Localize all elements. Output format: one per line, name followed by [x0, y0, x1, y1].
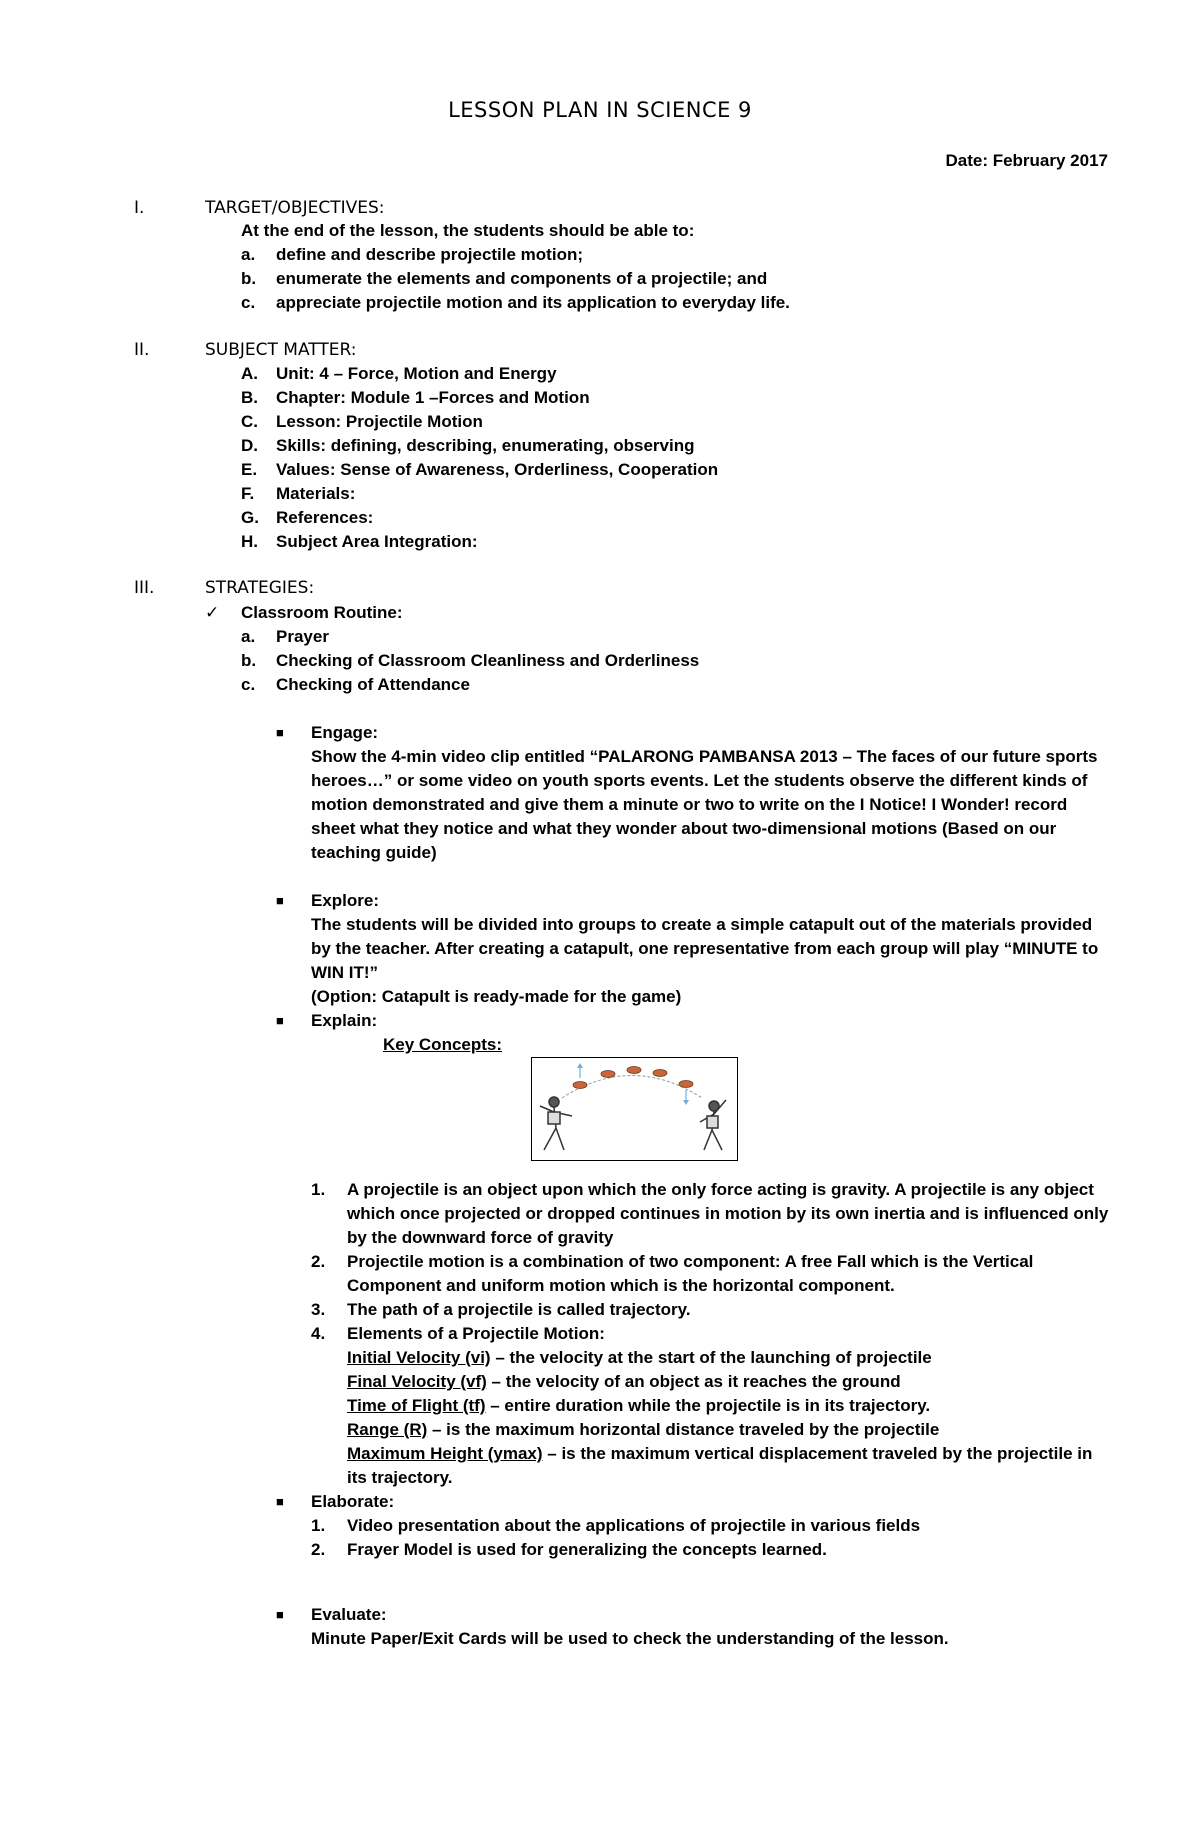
list-marker: D.: [241, 436, 258, 455]
engage-text: sheet what they notice and what they wonder about two-dimensional motions (Based on our: [311, 819, 1057, 838]
list-item: appreciate projectile motion and its application to everyday life.: [276, 293, 790, 312]
element-term: Maximum Height (ymax): [347, 1444, 543, 1463]
key-concepts-label: Key Concepts:: [383, 1035, 503, 1054]
concept-text: Projectile motion is a combination of two component: A free Fall which is the Vertical: [347, 1252, 1034, 1271]
list-marker: b.: [241, 651, 257, 670]
list-marker: F.: [241, 484, 255, 503]
element-desc: – the velocity at the start of the launching of projectile: [490, 1348, 932, 1367]
list-marker: 2.: [311, 1252, 326, 1271]
engage-label: Engage:: [311, 723, 379, 742]
element-desc: – entire duration while the projectile is in its trajectory.: [485, 1396, 931, 1415]
football-icon: [573, 1082, 587, 1089]
list-item: Checking of Classroom Cleanliness and Orderliness: [276, 651, 700, 670]
engage-text: motion demonstrated and give them a minute or two to write on the I Notice! I Wonder! record: [311, 795, 1068, 814]
square-bullet-icon: ■: [276, 893, 284, 908]
list-marker: c.: [241, 293, 256, 312]
section-numeral: III.: [134, 578, 155, 598]
square-bullet-icon: ■: [276, 1494, 284, 1509]
list-marker: H.: [241, 532, 258, 551]
section-numeral: II.: [134, 340, 150, 360]
concept-text: A projectile is an object upon which the only force acting is gravity. A projectile is any object: [347, 1180, 1094, 1199]
list-marker: a.: [241, 245, 256, 264]
evaluate-text: Minute Paper/Exit Cards will be used to check the understanding of the lesson.: [311, 1629, 949, 1648]
list-item: Frayer Model is used for generalizing the concepts learned.: [347, 1540, 827, 1559]
engage-text: teaching guide): [311, 843, 437, 862]
element-definition: [347, 1346, 932, 1370]
velocity-arrow-icon: [683, 1100, 689, 1105]
page-title: LESSON PLAN IN SCIENCE 9: [448, 98, 752, 122]
football-icon: [653, 1070, 667, 1077]
velocity-arrow-icon: [577, 1063, 583, 1068]
element-term: Final Velocity (vf): [347, 1372, 487, 1391]
list-marker: E.: [241, 460, 258, 479]
section-heading: TARGET/OBJECTIVES:: [205, 198, 385, 218]
element-term: Time of Flight (tf): [347, 1396, 486, 1415]
list-item: Lesson: Projectile Motion: [276, 412, 483, 431]
concept-text: Elements of a Projectile Motion:: [347, 1324, 605, 1343]
concept-text: which once projected or dropped continues in motion by its own inertia and is influenced only: [347, 1204, 1109, 1223]
football-icon: [627, 1067, 641, 1074]
explore-text: The students will be divided into groups to create a simple catapult out of the materials provided: [311, 915, 1093, 934]
element-desc: – is the maximum horizontal distance traveled by the projectile: [427, 1420, 940, 1439]
list-item: References:: [276, 508, 374, 527]
element-definition: [347, 1370, 901, 1394]
list-marker: 2.: [311, 1540, 326, 1559]
explore-text: WIN IT!”: [311, 963, 379, 982]
list-item: Prayer: [276, 627, 329, 646]
concept-text: The path of a projectile is called trajectory.: [347, 1300, 691, 1319]
checkmark-icon: ✓: [205, 603, 220, 622]
section-numeral: I.: [134, 198, 145, 218]
list-item: define and describe projectile motion;: [276, 245, 583, 264]
element-term: Initial Velocity (vi): [347, 1348, 491, 1367]
list-marker: 4.: [311, 1324, 326, 1343]
list-item: Subject Area Integration:: [276, 532, 478, 551]
engage-text: heroes…” or some video on youth sports events. Let the students observe the different kinds of: [311, 771, 1088, 790]
list-marker: 1.: [311, 1516, 326, 1535]
square-bullet-icon: ■: [276, 1013, 284, 1028]
list-marker: A.: [241, 364, 258, 383]
element-definition: [347, 1394, 930, 1418]
list-marker: c.: [241, 675, 256, 694]
date-label: Date: February 2017: [945, 151, 1108, 170]
objectives-intro: At the end of the lesson, the students should be able to:: [241, 221, 695, 240]
list-item: Video presentation about the applications of projectile in various fields: [347, 1516, 921, 1535]
list-item: Skills: defining, describing, enumerating, observing: [276, 436, 695, 455]
element-desc: – is the maximum vertical displacement traveled by the projectile in: [542, 1444, 1093, 1463]
explore-text: (Option: Catapult is ready-made for the game): [311, 987, 682, 1006]
football-icon: [601, 1071, 615, 1078]
section-heading: STRATEGIES:: [205, 578, 315, 598]
projectile-motion-figure: [531, 1057, 738, 1161]
square-bullet-icon: ■: [276, 725, 284, 740]
explore-label: Explore:: [311, 891, 380, 910]
list-marker: C.: [241, 412, 258, 431]
list-marker: a.: [241, 627, 256, 646]
explain-label: Explain:: [311, 1011, 378, 1030]
element-desc: – the velocity of an object as it reaches the ground: [486, 1372, 901, 1391]
football-icon: [679, 1081, 693, 1088]
list-item: Checking of Attendance: [276, 675, 470, 694]
list-marker: G.: [241, 508, 259, 527]
catcher-figure-icon: [700, 1100, 726, 1150]
list-item: Values: Sense of Awareness, Orderliness, Cooperation: [276, 460, 719, 479]
list-marker: 3.: [311, 1300, 326, 1319]
list-item: Unit: 4 – Force, Motion and Energy: [276, 364, 557, 383]
element-definition-tail: its trajectory.: [347, 1468, 453, 1487]
section-heading: SUBJECT MATTER:: [205, 340, 357, 360]
list-marker: B.: [241, 388, 258, 407]
concept-text: Component and uniform motion which is the horizontal component.: [347, 1276, 895, 1295]
projectile-illustration: [532, 1058, 737, 1160]
routine-label: Classroom Routine:: [241, 603, 403, 622]
explore-text: by the teacher. After creating a catapult, one representative from each group will play “MINUTE to: [311, 939, 1099, 958]
list-marker: 1.: [311, 1180, 326, 1199]
element-term: Range (R): [347, 1420, 428, 1439]
list-item: enumerate the elements and components of a projectile; and: [276, 269, 768, 288]
thrower-figure-icon: [540, 1097, 572, 1150]
engage-text: Show the 4-min video clip entitled “PALARONG PAMBANSA 2013 – The faces of our future sports: [311, 747, 1098, 766]
list-marker: b.: [241, 269, 257, 288]
element-definition: [347, 1442, 1092, 1466]
concept-text: by the downward force of gravity: [347, 1228, 614, 1247]
list-item: Materials:: [276, 484, 356, 503]
elaborate-label: Elaborate:: [311, 1492, 395, 1511]
evaluate-label: Evaluate:: [311, 1605, 387, 1624]
element-definition: [347, 1418, 939, 1442]
square-bullet-icon: ■: [276, 1607, 284, 1622]
list-item: Chapter: Module 1 –Forces and Motion: [276, 388, 590, 407]
